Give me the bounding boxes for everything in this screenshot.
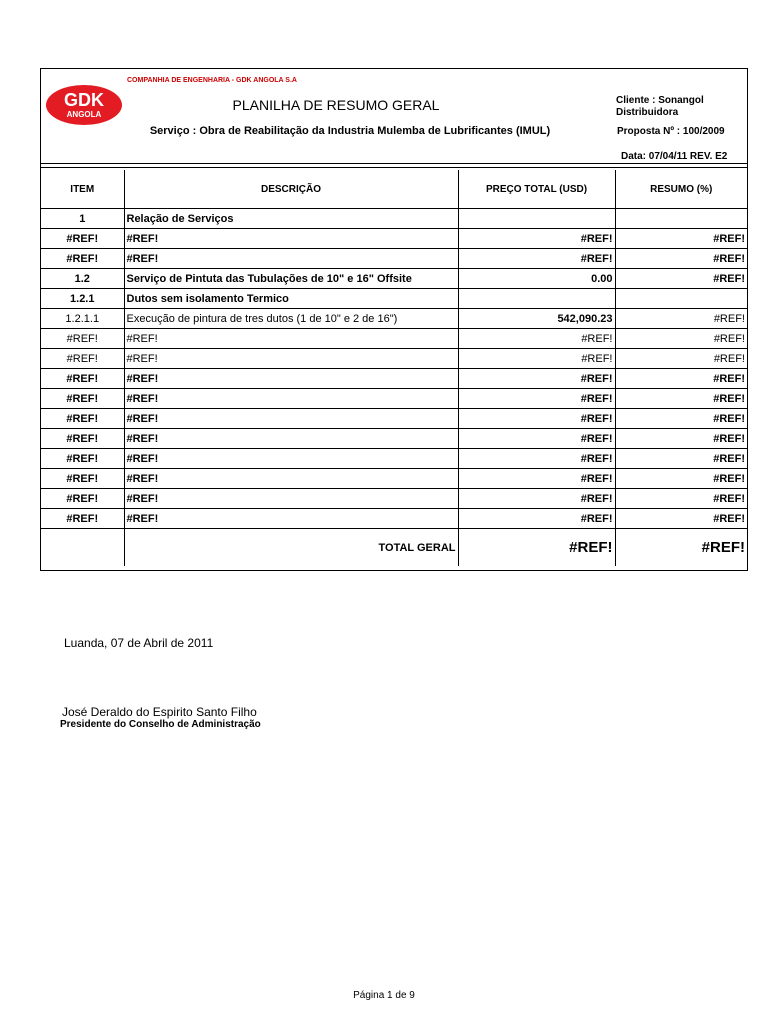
cell-total-price: #REF!	[458, 349, 615, 369]
cell-item: #REF!	[41, 369, 124, 389]
table-row	[41, 409, 747, 429]
client-info	[616, 95, 704, 119]
cell-description: #REF!	[124, 249, 458, 269]
cell-description: Relação de Serviços	[124, 209, 458, 229]
cell-description: #REF!	[124, 369, 458, 389]
cell-summary-percent: #REF!	[615, 509, 747, 529]
cell-summary-percent: #REF!	[615, 309, 747, 329]
client-line-2: Distribuidora	[616, 107, 679, 118]
cell-item: #REF!	[41, 389, 124, 409]
cell-total-price: #REF!	[458, 509, 615, 529]
cell-item: #REF!	[41, 509, 124, 529]
column-header-item: ITEM	[41, 170, 124, 209]
cell-item: 1.2	[41, 269, 124, 289]
company-name: COMPANHIA DE ENGENHARIA - GDK ANGOLA S.A	[127, 77, 297, 84]
page-number: Página 1 de 9	[353, 990, 415, 1001]
cell-description: #REF!	[124, 389, 458, 409]
total-row-spacer	[41, 529, 124, 567]
column-header-summary-percent: RESUMO (%)	[615, 170, 747, 209]
cell-item: 1	[41, 209, 124, 229]
table-row	[41, 489, 747, 509]
table-row	[41, 429, 747, 449]
table-header-row	[41, 170, 747, 209]
cell-item: #REF!	[41, 249, 124, 269]
cell-description: Dutos sem isolamento Termico	[124, 289, 458, 309]
cell-description: #REF!	[124, 509, 458, 529]
summary-table	[41, 170, 747, 566]
cell-description: #REF!	[124, 409, 458, 429]
cell-item: #REF!	[41, 449, 124, 469]
cell-summary-percent: #REF!	[615, 469, 747, 489]
total-label: TOTAL GERAL	[124, 529, 458, 567]
cell-item: #REF!	[41, 349, 124, 369]
cell-total-price: 0.00	[458, 269, 615, 289]
cell-item: #REF!	[41, 329, 124, 349]
cell-description: #REF!	[124, 469, 458, 489]
cell-summary-percent: #REF!	[615, 489, 747, 509]
total-price-value: #REF!	[458, 529, 615, 567]
table-row	[41, 449, 747, 469]
column-header-description: DESCRIÇÃO	[124, 170, 458, 209]
cell-item: #REF!	[41, 229, 124, 249]
table-row	[41, 329, 747, 349]
cell-total-price: #REF!	[458, 329, 615, 349]
cell-summary-percent: #REF!	[615, 229, 747, 249]
cell-summary-percent: #REF!	[615, 409, 747, 429]
table-row	[41, 289, 747, 309]
cell-description: #REF!	[124, 329, 458, 349]
cell-item: #REF!	[41, 429, 124, 449]
cell-total-price: 542,090.23	[458, 309, 615, 329]
table-row	[41, 229, 747, 249]
location-date: Luanda, 07 de Abril de 2011	[64, 636, 214, 650]
cell-summary-percent: #REF!	[615, 329, 747, 349]
header-divider-1	[41, 163, 747, 164]
column-header-total-price: PREÇO TOTAL (USD)	[458, 170, 615, 209]
cell-summary-percent	[615, 289, 747, 309]
signatory-name: José Deraldo do Espirito Santo Filho	[62, 705, 257, 719]
cell-description: #REF!	[124, 449, 458, 469]
table-row	[41, 469, 747, 489]
cell-total-price	[458, 209, 615, 229]
cell-description: #REF!	[124, 429, 458, 449]
cell-description: #REF!	[124, 229, 458, 249]
service-description: Serviço : Obra de Reabilitação da Industria Mulemba de Lubrificantes (IMUL)	[149, 125, 551, 137]
logo-text-bottom: ANGOLA	[66, 110, 102, 119]
table-row	[41, 309, 747, 329]
table-row	[41, 389, 747, 409]
table-row	[41, 249, 747, 269]
header-divider-2	[41, 167, 747, 168]
proposal-number: Proposta Nº : 100/2009	[617, 126, 725, 137]
cell-summary-percent: #REF!	[615, 449, 747, 469]
cell-total-price: #REF!	[458, 249, 615, 269]
table-row	[41, 209, 747, 229]
cell-summary-percent: #REF!	[615, 389, 747, 409]
summary-sheet	[40, 68, 748, 571]
cell-total-price: #REF!	[458, 409, 615, 429]
cell-item: #REF!	[41, 489, 124, 509]
cell-description: Execução de pintura de tres dutos (1 de 10" e 2 de 16")	[124, 309, 458, 329]
cell-description: #REF!	[124, 349, 458, 369]
cell-total-price: #REF!	[458, 469, 615, 489]
cell-total-price: #REF!	[458, 229, 615, 249]
client-line-1: Cliente : Sonangol	[616, 95, 704, 106]
table-row	[41, 369, 747, 389]
cell-summary-percent	[615, 209, 747, 229]
page-title: PLANILHA DE RESUMO GERAL	[232, 97, 440, 113]
cell-item: 1.2.1.1	[41, 309, 124, 329]
signatory-role: Presidente do Conselho de Administração	[60, 719, 261, 730]
cell-summary-percent: #REF!	[615, 429, 747, 449]
cell-description: #REF!	[124, 489, 458, 509]
cell-total-price	[458, 289, 615, 309]
cell-item: 1.2.1	[41, 289, 124, 309]
table-row	[41, 509, 747, 529]
cell-summary-percent: #REF!	[615, 269, 747, 289]
cell-total-price: #REF!	[458, 429, 615, 449]
date-revision: Data: 07/04/11 REV. E2	[621, 151, 728, 162]
cell-total-price: #REF!	[458, 489, 615, 509]
table-row	[41, 349, 747, 369]
total-summary-value: #REF!	[615, 529, 747, 567]
cell-total-price: #REF!	[458, 389, 615, 409]
logo-text-top: GDK	[64, 90, 104, 110]
cell-description: Serviço de Pintuta das Tubulações de 10" e 16" Offsite	[124, 269, 458, 289]
cell-summary-percent: #REF!	[615, 369, 747, 389]
cell-summary-percent: #REF!	[615, 249, 747, 269]
cell-item: #REF!	[41, 469, 124, 489]
total-row	[41, 529, 747, 567]
cell-total-price: #REF!	[458, 449, 615, 469]
cell-item: #REF!	[41, 409, 124, 429]
table-row	[41, 269, 747, 289]
cell-total-price: #REF!	[458, 369, 615, 389]
cell-summary-percent: #REF!	[615, 349, 747, 369]
